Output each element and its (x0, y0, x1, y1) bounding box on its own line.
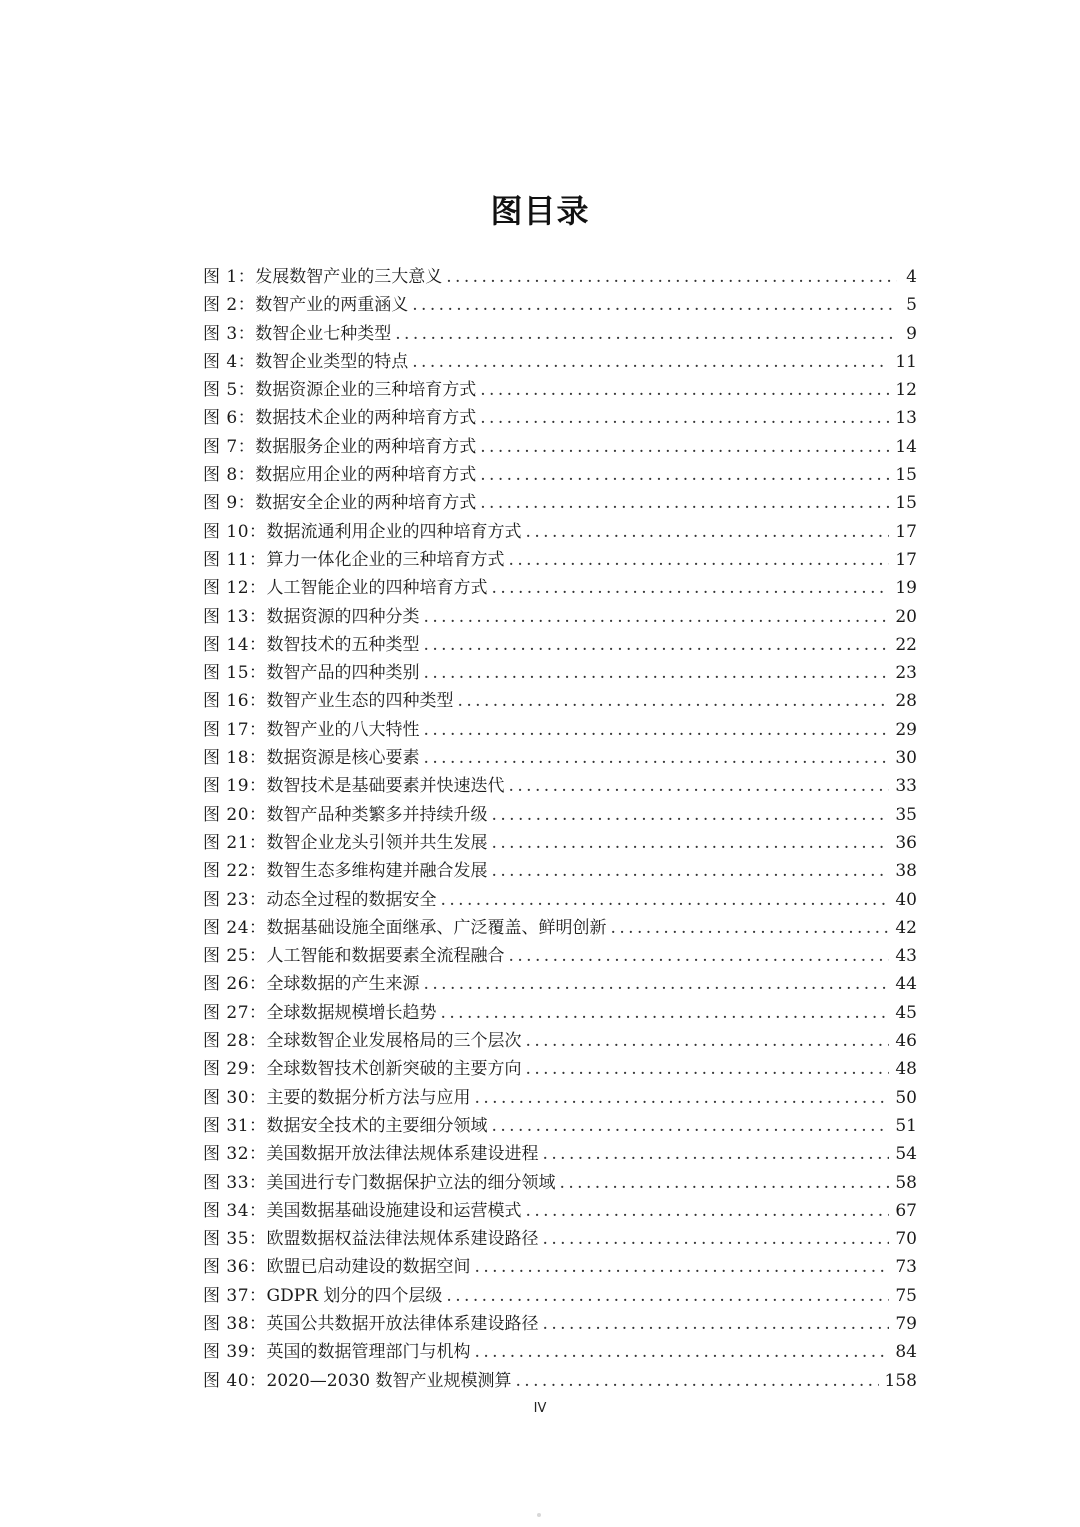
figure-label: 图 4： (203, 351, 256, 372)
figure-label: 图 3： (203, 323, 256, 344)
figure-page-number: 33 (895, 776, 917, 797)
toc-entry[interactable] (203, 1253, 917, 1281)
figure-page-number: 36 (895, 832, 917, 853)
figure-label: 图 12： (203, 578, 267, 599)
figure-page-number: 79 (895, 1313, 917, 1334)
figure-page-number: 29 (895, 719, 917, 740)
figure-page-number: 15 (895, 465, 917, 486)
figure-page-number: 5 (906, 295, 917, 316)
figure-label: 图 37： (203, 1285, 267, 1306)
figure-label: 图 13： (203, 606, 267, 627)
figure-title: 数智产业生态的四种类型 (266, 691, 454, 712)
dot-leader (509, 546, 890, 574)
dot-leader (480, 376, 889, 404)
figure-title: 动态全过程的数据安全 (266, 889, 437, 910)
dot-leader (526, 1027, 890, 1055)
figure-page-number: 51 (895, 1115, 917, 1136)
dot-leader (424, 659, 890, 687)
dot-leader (492, 857, 890, 885)
figure-list (203, 263, 917, 1395)
figure-label: 图 27： (203, 1002, 267, 1023)
dot-leader (492, 574, 890, 602)
scan-mark (537, 1513, 541, 1517)
figure-label: 图 39： (203, 1342, 267, 1363)
figure-page-number: 9 (906, 323, 917, 344)
figure-label: 图 34： (203, 1200, 267, 1221)
figure-label: 图 33： (203, 1172, 267, 1193)
figure-title: 数据基础设施全面继承、广泛覆盖、鲜明创新 (266, 917, 607, 938)
toc-entry[interactable] (203, 1367, 917, 1395)
toc-entry[interactable] (203, 801, 917, 829)
figure-page-number: 50 (895, 1087, 917, 1108)
toc-entry[interactable] (203, 716, 917, 744)
figure-title: 数智产业的两重涵义 (255, 295, 409, 316)
dot-leader (492, 801, 890, 829)
figure-page-number: 23 (895, 663, 917, 684)
figure-page-number: 19 (895, 578, 917, 599)
toc-entry[interactable] (203, 999, 917, 1027)
toc-entry[interactable] (203, 546, 917, 574)
figure-title: 人工智能企业的四种培育方式 (266, 578, 488, 599)
figure-label: 图 29： (203, 1059, 267, 1080)
figure-label: 图 38： (203, 1313, 267, 1334)
toc-entry[interactable] (203, 970, 917, 998)
figure-page-number: 30 (895, 748, 917, 769)
figure-label: 图 32： (203, 1144, 267, 1165)
dot-leader (480, 404, 889, 432)
figure-label: 图 11： (203, 549, 267, 570)
figure-title: 全球数据规模增长趋势 (266, 1002, 437, 1023)
figure-label: 图 8： (203, 465, 256, 486)
toc-entry[interactable] (203, 1338, 917, 1366)
dot-leader (509, 942, 890, 970)
toc-entry[interactable] (203, 1282, 917, 1310)
toc-entry[interactable] (203, 1169, 917, 1197)
figure-page-number: 158 (884, 1370, 917, 1391)
toc-entry[interactable] (203, 404, 917, 432)
figure-page-number: 70 (895, 1229, 917, 1250)
figure-label: 图 23： (203, 889, 267, 910)
figure-title: 全球数智技术创新突破的主要方向 (266, 1059, 522, 1080)
figure-page-number: 44 (895, 974, 917, 995)
figure-page-number: 73 (895, 1257, 917, 1278)
figure-title: 数智生态多维构建并融合发展 (266, 861, 488, 882)
figure-page-number: 13 (895, 408, 917, 429)
toc-entry[interactable] (203, 461, 917, 489)
toc-entry[interactable] (203, 320, 917, 348)
figure-title: 数智技术是基础要素并快速迭代 (266, 776, 505, 797)
figure-title: GDPR 划分的四个层级 (266, 1285, 443, 1306)
figure-title: 欧盟数据权益法律法规体系建设路径 (266, 1229, 539, 1250)
toc-entry[interactable] (203, 489, 917, 517)
figure-label: 图 15： (203, 663, 267, 684)
figure-page-number: 58 (895, 1172, 917, 1193)
toc-entry[interactable] (203, 744, 917, 772)
toc-entry[interactable] (203, 857, 917, 885)
dot-leader (543, 1310, 890, 1338)
figure-title: 数智产品的四种类别 (266, 663, 420, 684)
figure-label: 图 28： (203, 1031, 267, 1052)
figure-label: 图 31： (203, 1115, 267, 1136)
figure-page-number: 46 (895, 1031, 917, 1052)
figure-title: 美国数据基础设施建设和运营模式 (266, 1200, 522, 1221)
figure-page-number: 42 (895, 917, 917, 938)
figure-label: 图 24： (203, 917, 267, 938)
toc-entry[interactable] (203, 1140, 917, 1168)
dot-leader (412, 291, 897, 319)
toc-entry[interactable] (203, 433, 917, 461)
dot-leader (480, 433, 889, 461)
toc-entry[interactable] (203, 574, 917, 602)
figure-label: 图 20： (203, 804, 267, 825)
dot-leader (560, 1169, 890, 1197)
figure-label: 图 21： (203, 832, 267, 853)
dot-leader (492, 829, 890, 857)
figure-label: 图 35： (203, 1229, 267, 1250)
dot-leader (492, 1112, 890, 1140)
dot-leader (446, 263, 897, 291)
figure-title: 发展数智产业的三大意义 (255, 267, 443, 287)
dot-leader (526, 518, 890, 546)
dot-leader (543, 1225, 890, 1253)
dot-leader (458, 687, 890, 715)
figure-page-number: 20 (895, 606, 917, 627)
toc-entry[interactable] (203, 659, 917, 687)
figure-title: 欧盟已启动建设的数据空间 (266, 1257, 471, 1278)
figure-title: 数智产业的八大特性 (266, 719, 420, 740)
figure-title: 英国公共数据开放法律体系建设路径 (266, 1313, 539, 1334)
figure-page-number: 67 (895, 1200, 917, 1221)
figure-title: 数据资源企业的三种培育方式 (255, 380, 477, 401)
figure-label: 图 16： (203, 691, 267, 712)
dot-leader (424, 970, 890, 998)
figure-label: 图 1： (203, 267, 256, 287)
dot-leader (611, 914, 890, 942)
figure-page-number: 35 (895, 804, 917, 825)
figure-label: 图 17： (203, 719, 267, 740)
toc-entry[interactable] (203, 1197, 917, 1225)
dot-leader (412, 348, 889, 376)
toc-entry[interactable] (203, 1055, 917, 1083)
figure-title: 数据应用企业的两种培育方式 (255, 465, 477, 486)
figure-label: 图 5： (203, 380, 256, 401)
figure-page-number: 40 (895, 889, 917, 910)
toc-entry[interactable] (203, 631, 917, 659)
dot-leader (424, 631, 890, 659)
figure-page-number: 75 (895, 1285, 917, 1306)
toc-entry[interactable] (203, 348, 917, 376)
toc-entry[interactable] (203, 829, 917, 857)
figure-page-number: 14 (895, 436, 917, 457)
toc-entry[interactable] (203, 376, 917, 404)
toc-entry[interactable] (203, 1225, 917, 1253)
figure-page-number: 84 (895, 1342, 917, 1363)
dot-leader (441, 999, 890, 1027)
figure-label: 图 10： (203, 521, 267, 542)
toc-entry[interactable] (203, 942, 917, 970)
toc-entry[interactable] (203, 687, 917, 715)
dot-leader (475, 1253, 890, 1281)
figure-page-number: 22 (895, 634, 917, 655)
figure-title: 数智产品种类繁多并持续升级 (266, 804, 488, 825)
figure-title: 全球数智企业发展格局的三个层次 (266, 1031, 522, 1052)
figure-title: 2020—2030 数智产业规模测算 (266, 1370, 512, 1391)
figure-page-number: 43 (895, 946, 917, 967)
figure-page-number: 28 (895, 691, 917, 712)
toc-entry[interactable] (203, 291, 917, 319)
toc-entry[interactable] (203, 263, 917, 291)
dot-leader (526, 1197, 890, 1225)
figure-page-number: 38 (895, 861, 917, 882)
toc-entry[interactable] (203, 886, 917, 914)
dot-leader (446, 1282, 889, 1310)
figure-title: 人工智能和数据要素全流程融合 (266, 946, 505, 967)
figure-page-number: 11 (895, 351, 917, 372)
toc-entry[interactable] (203, 1310, 917, 1338)
figure-label: 图 40： (203, 1370, 267, 1391)
toc-entry[interactable] (203, 1027, 917, 1055)
figure-label: 图 36： (203, 1257, 267, 1278)
figure-label: 图 25： (203, 946, 267, 967)
figure-title: 数智技术的五种类型 (266, 634, 420, 655)
dot-leader (509, 772, 890, 800)
figure-title: 数据技术企业的两种培育方式 (255, 408, 477, 429)
figure-label: 图 30： (203, 1087, 267, 1108)
figure-title: 美国进行专门数据保护立法的细分领域 (266, 1172, 556, 1193)
page-title: 图目录 (490, 192, 590, 230)
figure-label: 图 2： (203, 295, 256, 316)
dot-leader (526, 1055, 890, 1083)
figure-title: 数智企业龙头引领并共生发展 (266, 832, 488, 853)
toc-entry[interactable] (203, 1084, 917, 1112)
toc-entry[interactable] (203, 772, 917, 800)
figure-page-number: 54 (895, 1144, 917, 1165)
figure-page-number: 12 (895, 380, 917, 401)
figure-title: 英国的数据管理部门与机构 (266, 1342, 471, 1363)
toc-entry[interactable] (203, 518, 917, 546)
figure-page-number: 17 (895, 521, 917, 542)
figure-label: 图 22： (203, 861, 267, 882)
figure-label: 图 9： (203, 493, 256, 514)
dot-leader (480, 461, 889, 489)
dot-leader (441, 886, 890, 914)
figure-title: 算力一体化企业的三种培育方式 (266, 549, 505, 570)
figure-title: 数据资源的四种分类 (266, 606, 420, 627)
figure-page-number: 48 (895, 1059, 917, 1080)
figure-title: 数据流通利用企业的四种培育方式 (266, 521, 522, 542)
figure-label: 图 19： (203, 776, 267, 797)
figure-title: 主要的数据分析方法与应用 (266, 1087, 471, 1108)
figure-label: 图 14： (203, 634, 267, 655)
dot-leader (543, 1140, 890, 1168)
figure-page-number: 4 (906, 267, 917, 287)
figure-page-number: 45 (895, 1002, 917, 1023)
toc-entry[interactable] (203, 914, 917, 942)
dot-leader (475, 1084, 890, 1112)
figure-label: 图 26： (203, 974, 267, 995)
toc-entry[interactable] (203, 603, 917, 631)
figure-label: 图 7： (203, 436, 256, 457)
figure-page-number: 15 (895, 493, 917, 514)
figure-title: 数据安全技术的主要细分领域 (266, 1115, 488, 1136)
toc-entry[interactable] (203, 1112, 917, 1140)
figure-title: 数智企业类型的特点 (255, 351, 409, 372)
figure-label: 图 6： (203, 408, 256, 429)
figure-title: 数据资源是核心要素 (266, 748, 420, 769)
figure-title: 数智企业七种类型 (255, 323, 392, 344)
dot-leader (424, 744, 890, 772)
page-number: IV (533, 1401, 547, 1416)
figure-title: 数据安全企业的两种培育方式 (255, 493, 477, 514)
dot-leader (395, 320, 897, 348)
figure-label: 图 18： (203, 748, 267, 769)
figure-page-number: 17 (895, 549, 917, 570)
dot-leader (424, 603, 890, 631)
dot-leader (480, 489, 889, 517)
dot-leader (475, 1338, 890, 1366)
figure-title: 数据服务企业的两种培育方式 (255, 436, 477, 457)
dot-leader (515, 1367, 878, 1395)
figure-title: 全球数据的产生来源 (266, 974, 420, 995)
dot-leader (424, 716, 890, 744)
figure-title: 美国数据开放法律法规体系建设进程 (266, 1144, 539, 1165)
